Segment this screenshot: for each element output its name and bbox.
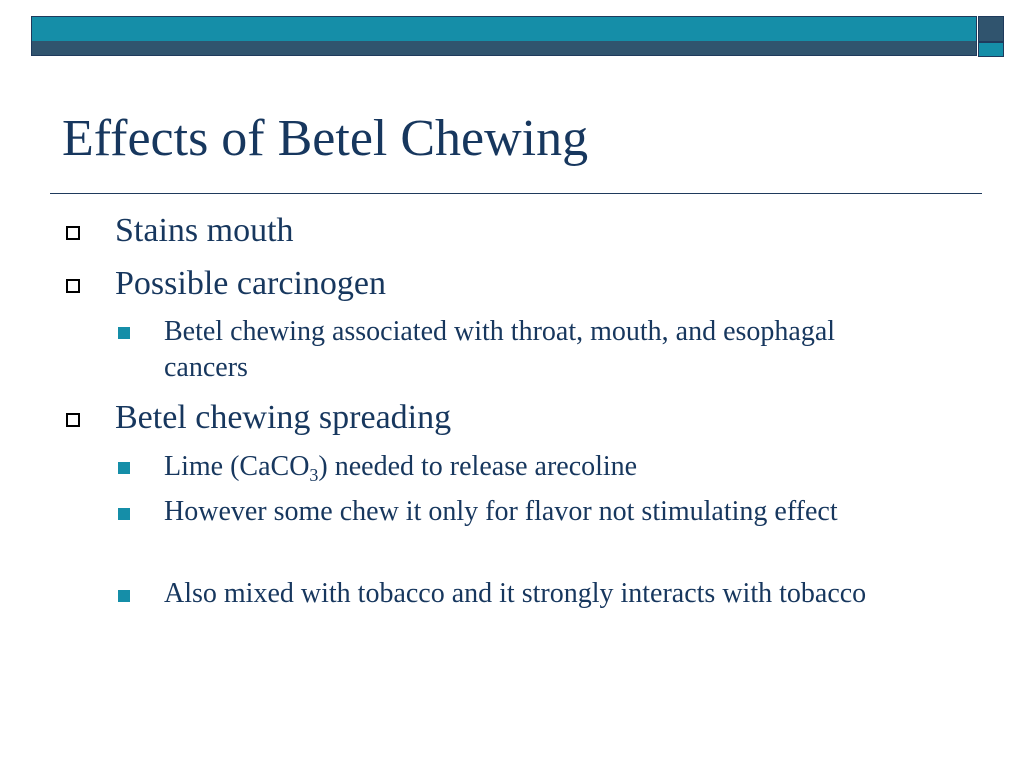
hollow-square-icon: [66, 413, 80, 427]
bullet-stains-mouth: Stains mouth: [115, 212, 294, 249]
filled-square-icon: [118, 590, 130, 602]
bullet-possible-carcinogen: Possible carcinogen: [115, 265, 386, 302]
lime-text-before: Lime (CaCO: [164, 451, 310, 482]
slide-title: Effects of Betel Chewing: [62, 110, 589, 167]
sub-bullet-flavor: However some chew it only for flavor not stimulating effect: [164, 496, 838, 527]
hollow-square-icon: [66, 226, 80, 240]
filled-square-icon: [118, 462, 130, 474]
bullet-betel-spreading: Betel chewing spreading: [115, 399, 452, 436]
filled-square-icon: [118, 327, 130, 339]
sub-bullet-lime: [164, 449, 924, 485]
sub-bullet-tobacco: Also mixed with tobacco and it strongly interacts with tobacco: [164, 578, 867, 609]
sub-bullet-cancers: Betel chewing associated with throat, mouth, and esophagal cancers: [164, 316, 836, 383]
lime-subscript: 3: [309, 465, 319, 485]
hollow-square-icon: [66, 279, 80, 293]
lime-text-after: ) needed to release arecoline: [318, 451, 638, 482]
filled-square-icon: [118, 508, 130, 520]
